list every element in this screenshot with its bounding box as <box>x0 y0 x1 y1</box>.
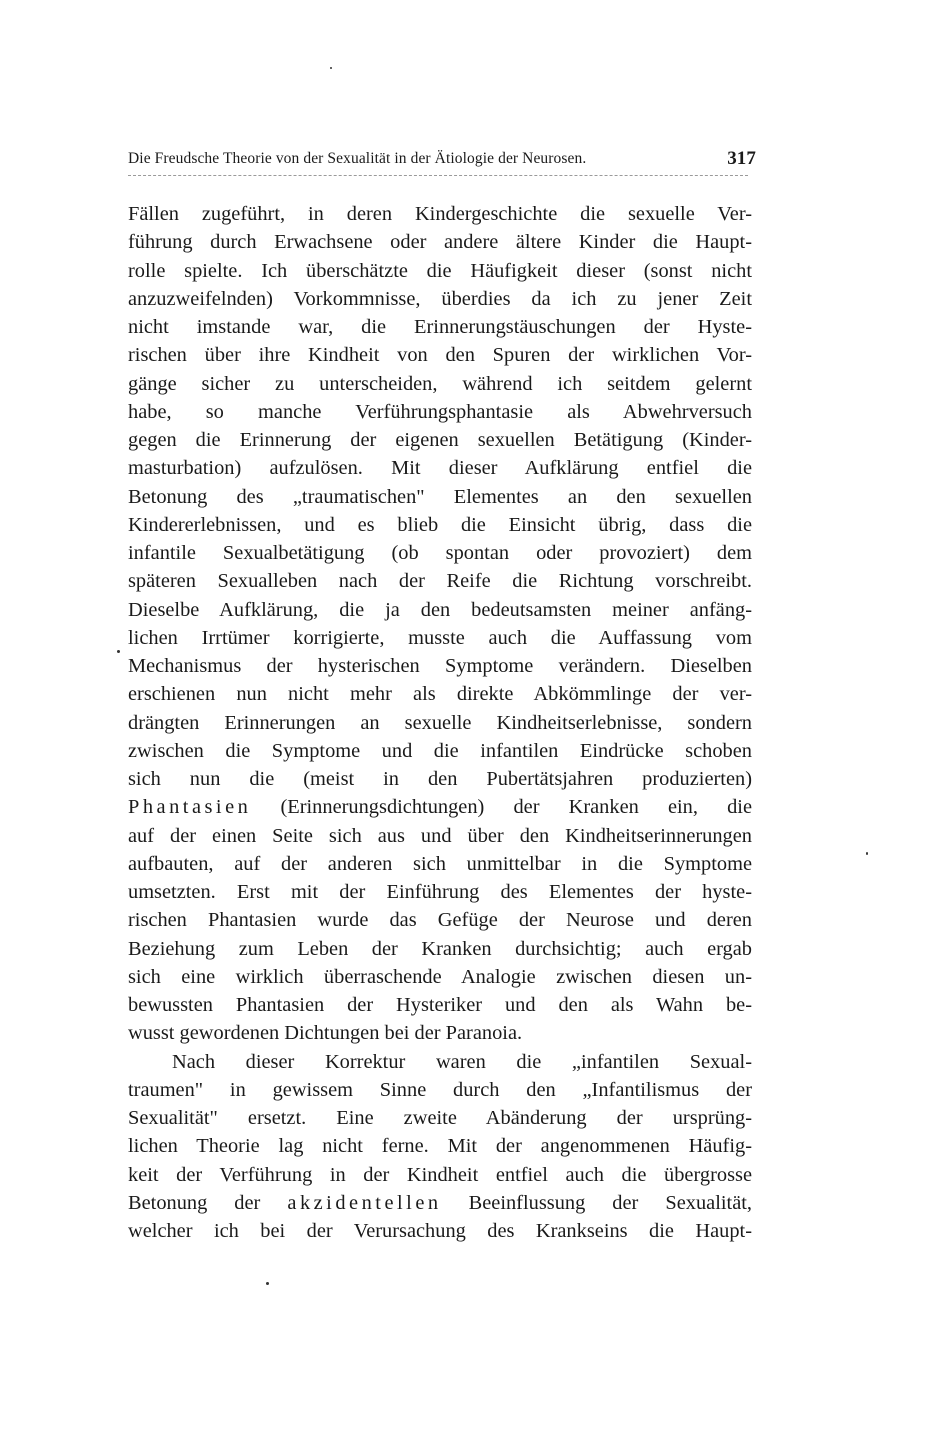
text-line: Beziehung zum Leben der Kranken durchsichtig; auch ergab <box>128 937 752 960</box>
text-line: wusst gewordenen Dichtungen bei der Paranoia. <box>128 1022 523 1045</box>
text-line: habe, so manche Verführungsphantasie als Abwehrversuch <box>128 400 752 423</box>
text-line: Nach dieser Korrektur waren die „infantilen Sexual- <box>172 1050 752 1073</box>
text-line: sich eine wirklich überraschende Analogie zwischen diesen un- <box>128 965 752 988</box>
text-line-with-spaced-word <box>128 1189 752 1217</box>
text-line: lichen Theorie lag nicht ferne. Mit der angenommenen Häufig- <box>128 1135 752 1158</box>
text-line: auf der einen Seite sich aus und über den Kindheitserinnerungen <box>128 824 752 847</box>
text-line: führung durch Erwachsene oder andere ältere Kinder die Haupt- <box>128 231 752 254</box>
text-line: Sexualität" ersetzt. Eine zweite Abänderung der ursprüng- <box>128 1107 752 1129</box>
header-rule <box>128 175 748 176</box>
body-text <box>128 200 752 1245</box>
text-line: sich nun die (meist in den Pubertätsjahren produzierten) <box>128 768 752 790</box>
text-line: zwischen die Symptome und die infantilen Eindrücke schoben <box>128 739 752 762</box>
scan-speck <box>117 650 120 653</box>
text-line-with-spaced-word <box>128 793 752 821</box>
text-line: aufbauten, auf der anderen sich unmittelbar in die Symptome <box>128 852 752 875</box>
text-line: masturbation) aufzulösen. Mit dieser Aufklärung entfiel die <box>128 457 752 480</box>
text-span: (Erinnerungsdichtungen) der Kranken ein, die <box>280 796 752 819</box>
text-span: Beeinflussung der Sexualität, <box>468 1191 753 1214</box>
scan-speck <box>330 67 332 69</box>
text-line: rischen über ihre Kindheit von den Spuren der wirklichen Vor- <box>128 344 752 367</box>
paragraph-2 <box>128 1048 752 1246</box>
text-line: gegen die Erinnerung der eigenen sexuellen Betätigung (Kinder- <box>128 429 752 451</box>
text-line: späteren Sexualleben nach der Reife die Richtung vorschreibt. <box>128 570 752 593</box>
text-line: welcher ich bei der Verursachung des Krankseins die Haupt- <box>128 1220 752 1242</box>
spaced-emphasis: Phantasien <box>128 796 252 819</box>
spaced-emphasis: akzidentellen <box>287 1191 442 1214</box>
text-line: rischen Phantasien wurde das Gefüge der Neurose und deren <box>128 909 752 932</box>
text-line: drängten Erinnerungen an sexuelle Kindheitserlebnisse, sondern <box>128 711 752 734</box>
text-line: infantile Sexualbetätigung (ob spontan oder provoziert) dem <box>128 542 752 564</box>
text-line: nicht imstande war, die Erinnerungstäuschungen der Hyste- <box>128 316 752 338</box>
text-line: Kindererlebnissen, und es blieb die Einsicht übrig, dass die <box>128 513 752 536</box>
text-line: anzuzweifelnden) Vorkommnisse, überdies da ich zu jener Zeit <box>128 287 752 310</box>
text-line: umsetzten. Erst mit der Einführung des Elementes der hyste- <box>128 881 752 903</box>
text-line: rolle spielte. Ich überschätzte die Häufigkeit dieser (sonst nicht <box>128 259 752 282</box>
text-line: Fällen zugeführt, in deren Kindergeschichte die sexuelle Ver- <box>128 203 752 225</box>
scan-speck <box>266 1282 269 1285</box>
text-line: lichen Irrtümer korrigierte, musste auch die Auffassung vom <box>128 626 752 649</box>
text-line: gänge sicher zu unterscheiden, während ich seitdem gelernt <box>128 372 752 395</box>
running-title: Die Freudsche Theorie von der Sexualität in der Ätiologie der Neurosen. <box>128 150 587 167</box>
text-line: erschienen nun nicht mehr als direkte Abkömmlinge der ver- <box>128 683 752 706</box>
text-line: Betonung des „traumatischen" Elementes an den sexuellen <box>128 485 752 508</box>
paragraph-1 <box>128 200 752 1048</box>
text-line: Dieselbe Aufklärung, die ja den bedeutsamsten meiner anfäng- <box>128 598 752 621</box>
running-head <box>128 146 756 172</box>
text-line: Mechanismus der hysterischen Symptome verändern. Dieselben <box>128 655 752 677</box>
text-span: Betonung der <box>128 1191 261 1214</box>
text-line: bewussten Phantasien der Hysteriker und den als Wahn be- <box>128 994 752 1016</box>
scan-speck <box>866 852 868 855</box>
text-line: keit der Verführung in der Kindheit entfiel auch die übergrosse <box>128 1163 752 1186</box>
page-number: 317 <box>727 148 756 169</box>
text-line: traumen" in gewissem Sinne durch den „Infantilismus der <box>128 1078 752 1101</box>
